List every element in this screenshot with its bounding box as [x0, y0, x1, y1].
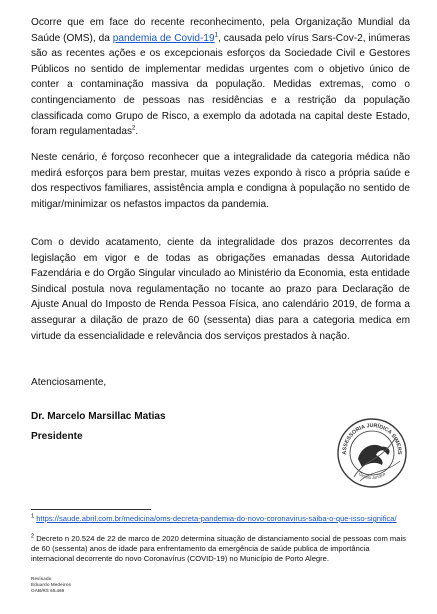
review-stamp: [31, 576, 71, 594]
legal-stamp-seal: [336, 417, 408, 489]
closing-salutation: Atenciosamente,: [31, 377, 107, 388]
footnote-ref-2[interactable]: 2: [132, 125, 136, 132]
pandemic-link[interactable]: pandemia de Covid-19: [112, 32, 215, 44]
review-label: Revisado: [31, 576, 52, 581]
reviewer-oab: OAB/RS 65.469: [31, 588, 65, 593]
paragraph-end: .: [135, 126, 139, 138]
paragraph-text: Ocorre que em face do recente reconhecimento, pela Organização Mundial da Saúde (OMS), da: [31, 17, 410, 44]
paragraph-pandemic-context: [31, 15, 410, 140]
paragraph-medical-category: Neste cenário, é forçoso reconhecer que a integralidade da categoria médica não medirá esforços para bem prestar, muitas vezes expondo à risco a própria saúde e dos respectivos familiares, assistência ampla e condigna à população no sentido de mitigar/minimizar os nefastos impactos da pandemia.: [31, 152, 410, 210]
footnote-source-link[interactable]: https://saude.abril.com.br/medicina/oms-decreta-pandemia-do-novo-coronavirus-saiba-o-que-isso-significa/: [36, 514, 397, 523]
stamp-text: ASSESSORIA JURÍDICA SIMERS: [341, 422, 403, 455]
reviewer-name: Eduardo Medeiros: [31, 582, 72, 587]
footnote-marker: 1: [31, 513, 35, 520]
svg-text:Gestão Jurídica: [358, 471, 387, 480]
paragraph-text: , causada pelo vírus Sars-Cov-2, inúmeras são as recentes ações e os excepcionais esforços da Sociedade Civil e Gestores Públicos no sentido de implementar medidas urgentes com o objetivo único de conter a contaminação massiva da população. Medidas extremas, como o contingenciamento de pessoas nas residências e a restrição da população classificada como Grupo de Risco, a exemplo da adotada na capital deste Estado, foram regulamentadas: [31, 32, 410, 138]
footnote-divider: [31, 509, 151, 510]
footnote-2: [31, 534, 411, 563]
paragraph-request: Com o devido acatamento, ciente da integralidade dos prazos decorrentes da legislação em vigor e de todas as obrigações emanadas dessa Autoridade Fazendária e do Orgão Singular vinculado ao Ministério da Economia, esta entidade Sindical postula nova regulamentação no tocante ao prazo para Declaração de Ajuste Anual do Imposto de Renda Pessoa Física, ano calendário 2019, de forma a assegurar a dilação de prazo de 60 (sessenta) dias para a categoria medica em virtude da essencialidade e relevância dos serviços prestados à nação.: [31, 237, 410, 342]
footnote-1: [31, 514, 411, 524]
signatory-title: Presidente: [31, 431, 83, 442]
footnote-text: Decreto n 20.524 de 22 de marco de 2020 determina situação de distanciamento social de pessoas com mais de 60 (sessenta) anos de idade para enfrentamento da emergência de saúde publica de importância internacional decorrente do novo Coronavírus (COVID-19) no Município de Porto Alegre.: [31, 534, 406, 563]
stamp-subtext: Gestão Jurídica: [357, 470, 387, 481]
footnote-ref-1[interactable]: 1: [214, 32, 218, 39]
signatory-name: Dr. Marcelo Marsillac Matias: [31, 411, 166, 422]
footnote-marker: 2: [31, 533, 35, 540]
